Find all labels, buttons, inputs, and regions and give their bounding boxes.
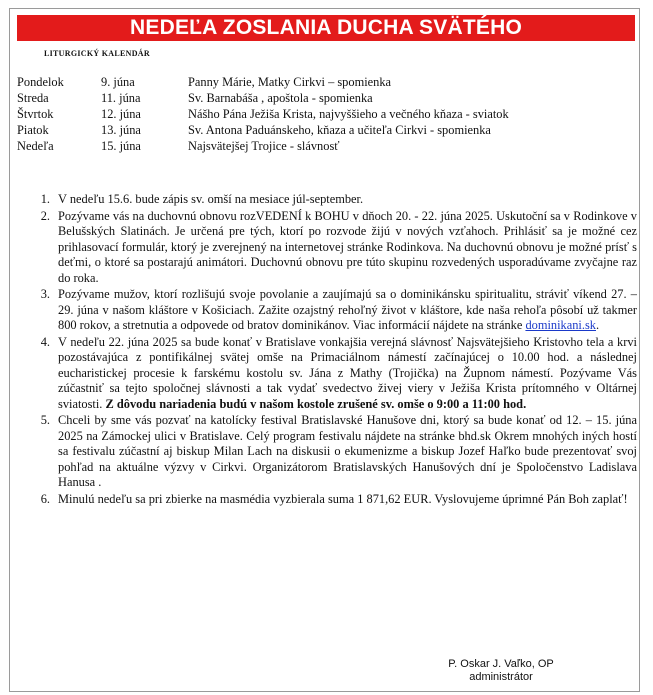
calendar-row (17, 90, 627, 106)
announcement-item (20, 413, 637, 491)
calendar-row (17, 122, 627, 138)
announcement-text (58, 192, 637, 208)
calendar-date: 9. júna (101, 75, 135, 89)
calendar-feast: Nášho Pána Ježiša Krista, najvyššieho a večného kňaza - sviatok (188, 107, 509, 121)
calendar-day: Pondelok (17, 75, 64, 89)
liturgical-calendar (17, 74, 627, 154)
calendar-row (17, 138, 627, 154)
announcement-body: Chceli by sme vás pozvať na katolícky festival Bratislavské Hanušove dni, ktorý sa bude konať od 12. – 15. júna 2025 na Zámockej ulici v Bratislave. Celý program festivalu nájdete na stránke bhd.sk Okrem mnohých iných hostí sa festivalu zúčastní aj biskup Milan Lach na diskusii o ekumenizme a biskup Jozef Haľko bude prezentovať svoj pohľad na aktuálne výzvy v Cirkvi. Organizátorom Bratislavských Hanušových dní je Spoločenstvo Ladislava Hanusa . (58, 413, 637, 489)
announcement-text (58, 209, 637, 287)
calendar-date: 11. júna (101, 91, 141, 105)
announcement-notice: Z dôvodu nariadenia budú v našom kostole zrušené sv. omše o 9:00 a 11:00 hod. (105, 396, 527, 411)
announcement-tail: . (596, 318, 600, 332)
calendar-feast: Sv. Barnabáša , apoštola - spomienka (188, 91, 373, 105)
page-title: NEDEĽA ZOSLANIA DUCHA SVÄTÉHO (17, 15, 635, 41)
calendar-row (17, 106, 627, 122)
calendar-day: Štvrtok (17, 107, 54, 121)
calendar-day: Piatok (17, 123, 49, 137)
dominikani-link[interactable]: dominikani.sk (525, 318, 596, 332)
item-number: 5. (40, 413, 50, 427)
calendar-feast: Najsvätejšej Trojice - slávnosť (188, 139, 340, 153)
announcement-body: Minulú nedeľu sa pri zbierke na masmédia vyzbierala suma 1 871,62 EUR. Vyslovujeme úprimné Pán Boh zaplať! (58, 491, 628, 506)
announcements-list (20, 192, 637, 508)
announcement-text (58, 335, 637, 413)
signature (436, 658, 566, 684)
calendar-date: 13. júna (101, 123, 141, 137)
item-number: 2. (40, 208, 50, 223)
calendar-feast: Panny Márie, Matky Cirkvi – spomienka (188, 75, 392, 89)
calendar-date: 15. júna (101, 139, 141, 153)
announcement-text (58, 287, 637, 334)
calendar-feast: Sv. Antona Paduánskeho, kňaza a učiteľa Cirkvi - spomienka (188, 123, 491, 137)
calendar-row (17, 74, 627, 90)
announcement-body: Pozývame vás na duchovnú obnovu rozVEDENÍ k BOHU v dňoch 20. - 22. júna 2025. Uskutoční sa v Rodinkove v Belušských Slatinách. Je určená pre tých, ktorí po rozvode žijú v nových vzťahoch. Prihlásiť sa je možné cez prihlasovací formulár, ktorý je zverejnený na internetovej stránke Rodinkova. Na duchovnú obnovu je možné prísť s deťmi, o ktoré sa postarajú animátori. Duchovnú obnovu pre túto skupinu rozvedených usporadúvame zvyčajne raz do roka. (58, 208, 637, 285)
calendar-date: 12. júna (101, 107, 141, 121)
announcement-item (20, 335, 637, 413)
calendar-label: LITURGICKÝ KALENDÁR (44, 49, 150, 58)
announcement-body: V nedeľu 15.6. bude zápis sv. omší na mesiace júl-september. (58, 192, 364, 206)
announcement-item (20, 209, 637, 287)
announcement-body: Pozývame mužov, ktorí rozlišujú svoje povolanie a zaujímajú sa o dominikánsku spiritualitu, stráviť víkend 27. – 29. júna v našom kláštore v Košiciach. Zažite ozajstný rehoľný život v kláštore, kde naša rehoľa pôsobí už takmer 800 rokov, a stretnutia a odpovede od bratov dominikánov. Viac informácií nájdete na stránke (58, 287, 637, 332)
announcement-item (20, 192, 637, 208)
item-number: 3. (40, 287, 50, 301)
announcement-item (20, 287, 637, 334)
signature-name: P. Oskar J. Vaľko, OP (448, 658, 554, 670)
announcement-text (58, 413, 637, 491)
signature-role: administrátor (469, 671, 533, 683)
calendar-day: Nedeľa (17, 139, 54, 153)
calendar-day: Streda (17, 91, 49, 105)
item-number: 4. (40, 334, 50, 349)
announcement-text (58, 492, 637, 508)
item-number: 6. (40, 491, 50, 506)
item-number: 1. (40, 192, 50, 206)
announcement-body: V nedeľu 22. júna 2025 sa bude konať v Bratislave vonkajšia verejná slávnosť Najsvätejšieho Kristovho tela a krvi pozostávajúca z pontifikálnej svätej omše na Primaciálnom námestí začínajúcej o 10.00 hod. a následnej eucharistickej procesie k farskému kostolu sv. Jána z Mathy (Trojička) na Župnom námestí. Pozývame Vás zúčastniť sa tejto spoločnej slávnosti a tak vydať svedectvo živej viery v Ježiša Krista prítomného v Oltárnej sviatosti. (58, 334, 637, 411)
announcement-item (20, 492, 637, 508)
